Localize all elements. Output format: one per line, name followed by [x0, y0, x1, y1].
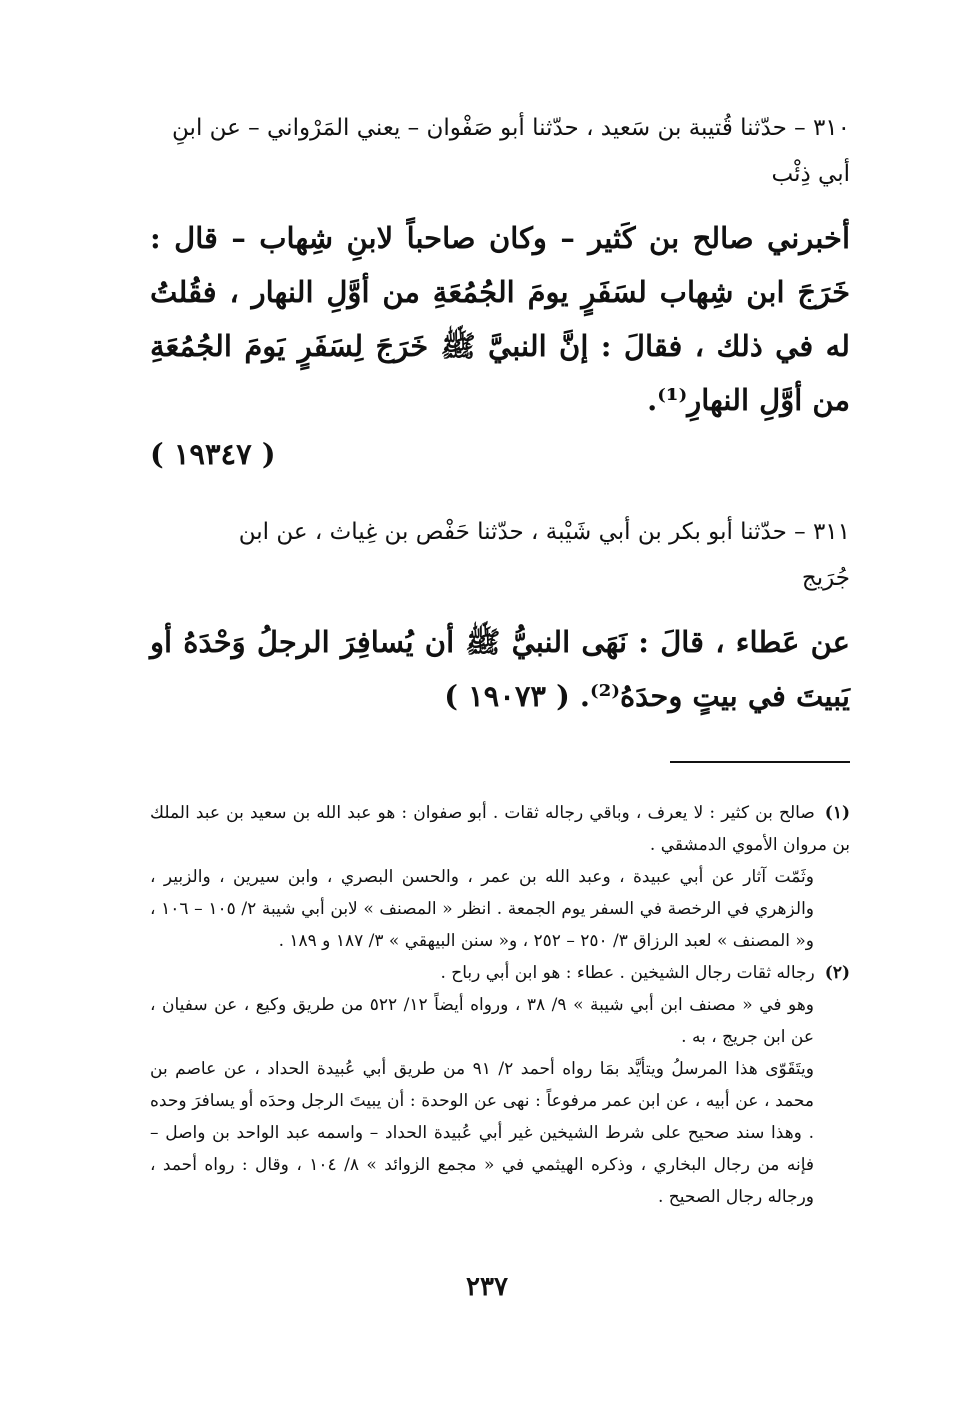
footnote-2-text: رجاله ثقات رجال الشيخين . عطاء : هو ابن أبي رباح .	[440, 963, 815, 983]
footnote-1-paragraph-2: وثَمّت آثار عن أبي عبيدة ، وعبد الله بن عمر ، والحسن البصري ، وابن سيرين ، والزبير ، والزهري في الرخصة في السفر يوم الجمعة . انظر « المصنف » لابن أبي شيبة ٢/ ١٠٥ – ١٠٦ ، و« المصنف » لعبد الرزاق ٣/ ٢٥٠ – ٢٥٢ ، و« سنن البيهقي » ٣/ ١٨٧ و ١٨٩ .	[150, 867, 815, 951]
hadith-310-matn: أخبرني صالح بن كَثير – وكان صاحباً لابنِ شِهاب – قال : خَرَجَ ابن شِهاب لسَفَرٍ يومَ الجُمُعَةِ من أوَّلِ النهار ، فقُلتُ له في ذلك ، فقالَ : إنَّ النبيَّ ﷺ خَرَجَ لِسَفَرٍ يَومَ الجُمُعَةِ من أوَّلِ النهارِ⁽¹⁾.	[150, 221, 850, 417]
footnote-1-number: (١)	[824, 803, 850, 823]
footnotes	[150, 797, 850, 1213]
hadith-310	[150, 105, 850, 481]
hadith-310-reference: ( ١٩٣٤٧ )	[150, 437, 276, 471]
footnote-1-text: صالح بن كثير : لا يعرف ، وباقي رجاله ثقات . أبو صفوان : هو عبد الله بن سعيد بن عبد الملك بن مروان الأموي الدمشقي .	[150, 803, 850, 855]
hadith-310-isnad-line1: ٣١٠ – حدّثنا قُتيبة بن سَعيد ، حدّثنا أبو صَفْوان – يعني المَرْواني – عن ابنِ	[172, 115, 850, 141]
hadith-310-isnad-line2: أبي ذِئْب	[771, 161, 850, 187]
hadith-311-isnad-line2: جُرَيج	[801, 565, 850, 591]
hadith-311-matn: عن عَطاء ، قالَ : نَهَى النبيُّ ﷺ أن يُسافِرَ الرجلُ وَحْدَهُ أو يَبيتَ في بيتٍ وحدَهُ⁽²⁾. ( ١٩٠٧٣ )	[150, 625, 850, 713]
footnote-1	[150, 797, 850, 861]
footnote-divider	[670, 761, 850, 763]
footnote-2	[150, 957, 850, 989]
footnote-2-number: (٢)	[824, 963, 850, 983]
footnote-2-paragraph-2: وهو في « مصنف ابن أبي شيبة » ٩/ ٣٨ ، ورواه أيضاً ١٢/ ٥٢٢ من طريق وكيع ، عن سفيان ، عن ابن جريج ، به .	[150, 995, 815, 1047]
footnote-2-paragraph-3: ويتَقَوّى هذا المرسلُ ويتأيَّد بمَا رواه أحمد ٢/ ٩١ من طريق أبي عُبيدة الحداد ، عن عاصم بن محمد ، عن أبيه ، عن ابن عمر مرفوعاً : نهى عن الوحدة : أن يبيتَ الرجل وحدَه أو يسافرَ وحده . وهذا سند صحيح على شرط الشيخين غير أبي عُبيدة الحداد – واسمه عبد الواحد بن واصل – فإنه من رجال البخاري ، وذكره الهيثمي في « مجمع الزوائد » ٨/ ١٠٤ ، وقال : رواه أحمد ، ورجاله رجال الصحيح .	[150, 1059, 814, 1207]
hadith-311-isnad-line1: ٣١١ – حدّثنا أبو بكر بن أبي شَيْبة ، حدّثنا حَفْص بن غِياث ، عن ابن	[238, 519, 850, 545]
page-body	[150, 105, 850, 1213]
hadith-311	[150, 509, 850, 723]
page-number: ٢٣٧	[466, 1272, 508, 1302]
